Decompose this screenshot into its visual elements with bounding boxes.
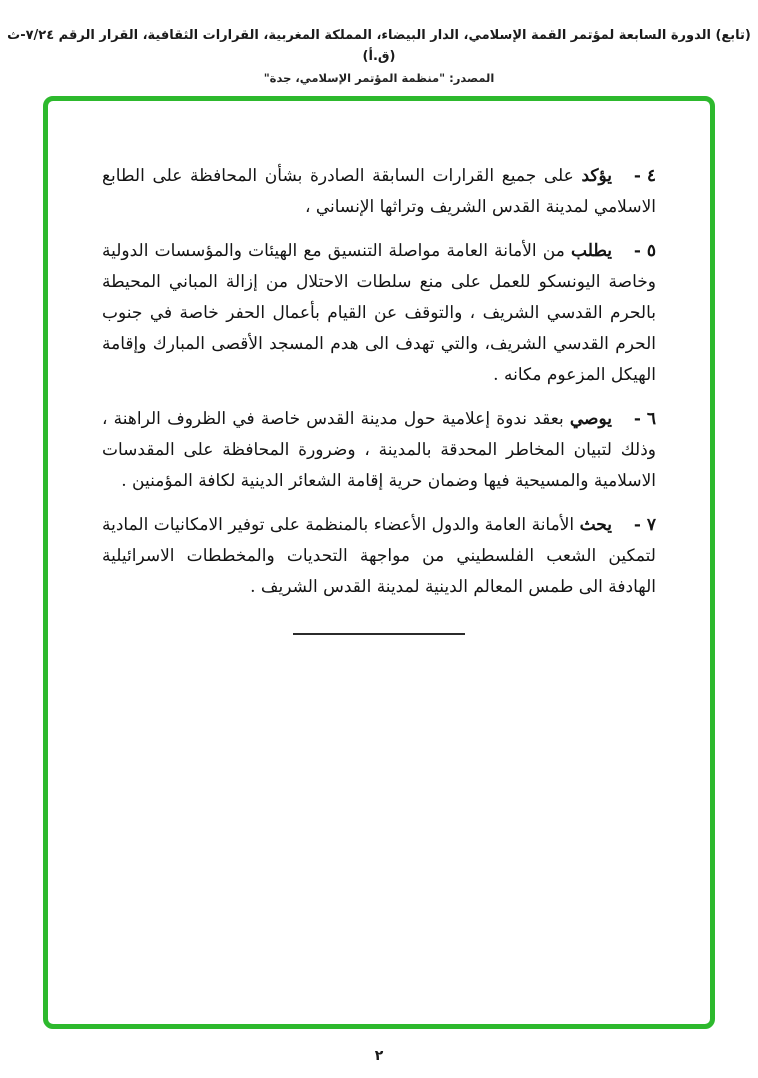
end-separator-line — [293, 633, 465, 635]
page-number: ٢ — [374, 1048, 384, 1065]
scanned-page-frame — [43, 96, 715, 1029]
item-number: ٤ - — [633, 166, 656, 187]
document-header — [0, 0, 758, 88]
header-source-line: المصدر: "منظمة المؤتمر الإسلامي، جدة" — [263, 70, 495, 85]
item-lead-word: يؤكد — [581, 166, 612, 187]
list-item — [102, 236, 656, 391]
page-footer — [0, 1045, 758, 1074]
item-lead-word: يطلب — [571, 241, 612, 262]
list-item — [102, 510, 656, 603]
item-number: ٧ - — [633, 515, 656, 536]
item-text: من الأمانة العامة مواصلة التنسيق مع الهيئات والمؤسسات الدولية وخاصة اليونسكو للعمل على منع سلطات الاحتلال من إزالة المباني المحيطة بالحرم القدسي الشريف ، والتوقف عن القيام بأعمال الحفر خاصة في جنوب الحرم القدسي الشريف، والتي تهدف الى هدم المسجد الأقصى المبارك وإقامة الهيكل المزعوم مكانه . — [102, 241, 656, 386]
item-number: ٦ - — [633, 409, 656, 430]
list-item — [102, 161, 656, 223]
document-body — [102, 161, 656, 635]
item-text: بعقد ندوة إعلامية حول مدينة القدس خاصة في الظروف الراهنة ، وذلك لتبيان المخاطر المحدقة بالمدينة ، وضرورة المحافظة على المقدسات الاسلامية والمسيحية فيها وضمان حرية إقامة الشعائر الدينية لكافة المؤمنين . — [102, 409, 656, 492]
list-item — [102, 404, 656, 497]
item-lead-word: يوصي — [569, 409, 612, 430]
item-text: الأمانة العامة والدول الأعضاء بالمنظمة على توفير الامكانيات المادية لتمكين الشعب الفلسطيني من مواجهة التحديات والمخططات الاسرائيلية الهادفة الى طمس المعالم الدينية لمدينة القدس الشريف . — [102, 515, 656, 598]
item-number: ٥ - — [633, 241, 656, 262]
header-title-line: (تابع) الدورة السابعة لمؤتمر القمة الإسلامي، الدار البيضاء، المملكة المغربية، القرارات الثقافية، القرار الرقم ٧/٢٤-ث (ق.أ) — [7, 28, 751, 64]
item-lead-word: يحث — [579, 515, 613, 536]
item-text: على جميع القرارات السابقة الصادرة بشأن المحافظة على الطابع الاسلامي لمدينة القدس الشريف وتراثها الإنساني ، — [102, 166, 656, 218]
